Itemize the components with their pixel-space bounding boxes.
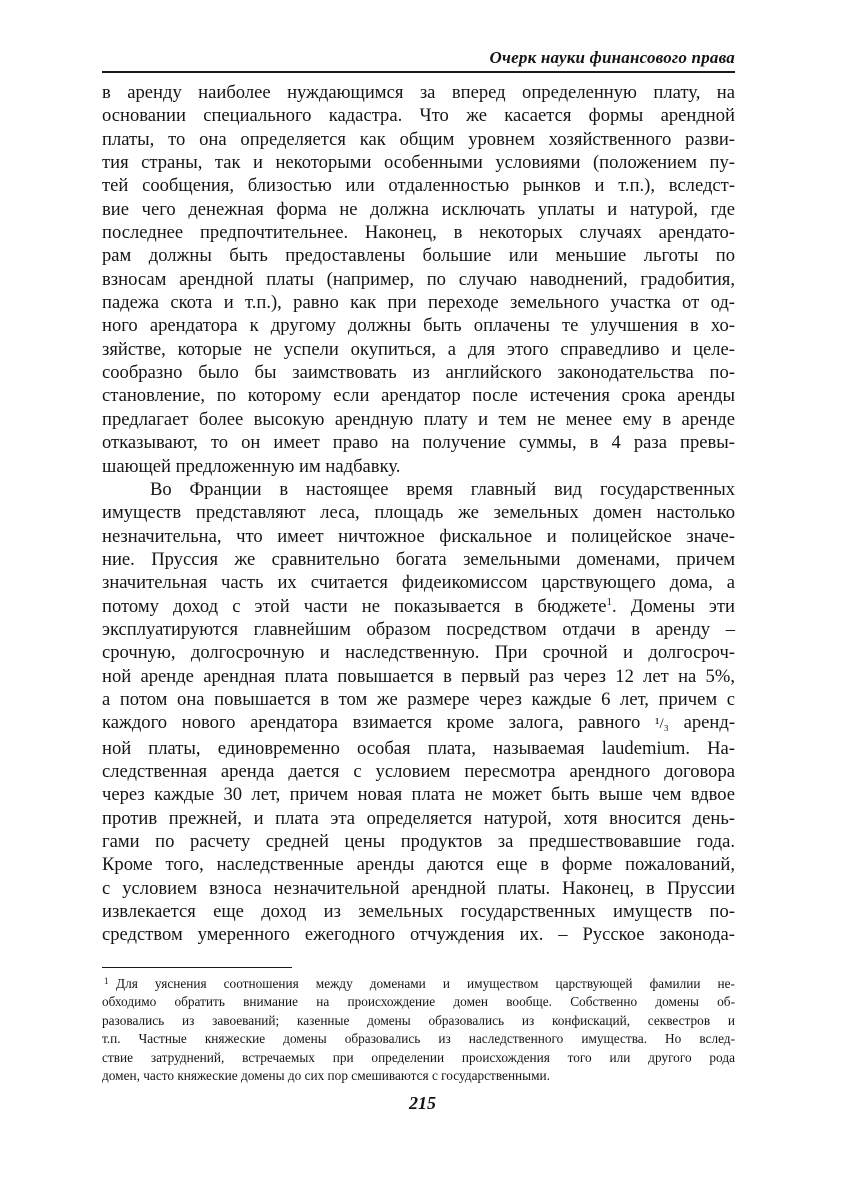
body-text bbox=[102, 81, 735, 947]
text-line-with-fraction bbox=[102, 711, 735, 736]
text-line-with-note bbox=[102, 595, 735, 618]
footnote-line: обходимо обратить внимание на происхождение домен вообще. Собственно домены об- bbox=[102, 994, 735, 1010]
footnote-marker: 1 bbox=[104, 976, 109, 986]
text-line: против прежней, и плата эта определяется натурой, хотя вносится день- bbox=[102, 807, 735, 829]
text-line: основании специального кадастра. Что же касается формы арендной bbox=[102, 105, 735, 127]
footnote-line bbox=[102, 975, 735, 993]
text-line: средством умеренного ежегодного отчуждения их. – Русское законода- bbox=[102, 924, 735, 946]
line-text: каждого нового арендатора взимается кроме залога, равного bbox=[102, 712, 655, 734]
footnote-line-text: Для уяснения соотношения между доменами и имуществом царствующей фамилии не- bbox=[116, 976, 735, 991]
text-line: извлекается еще доход из земельных государственных имуществ по- bbox=[102, 901, 735, 923]
footnote-line: разовались из завоеваний; казенные домены образовались из конфискаций, секвестров и bbox=[102, 1012, 735, 1028]
footnote-line: ствие затруднений, встречаемых при определении происхождения того или другого рода bbox=[102, 1049, 735, 1065]
text-line: следственная аренда дается с условием пересмотра арендного договора bbox=[102, 760, 735, 782]
text-line: с условием взноса незначительной арендной платы. Наконец, в Пруссии bbox=[102, 877, 735, 899]
line-text: потому доход с этой части не показывается в бюджете bbox=[102, 595, 607, 617]
text-line: значительная часть их считается фидеикомиссом царствующего дома, а bbox=[102, 572, 735, 594]
line-text: аренд- bbox=[668, 712, 736, 734]
text-line: ной платы, единовременно особая плата, называемая laudemium. На- bbox=[102, 737, 735, 759]
line-text: . Домены эти bbox=[611, 595, 735, 617]
text-line: эксплуатируются главнейшим образом посредством отдачи в аренду – bbox=[102, 618, 735, 640]
text-line: предлагает более высокую арендную плату и тем не менее ему в аренде bbox=[102, 408, 735, 430]
page-header bbox=[102, 41, 735, 73]
footnote-reference[interactable]: 1 bbox=[606, 595, 612, 608]
footnote bbox=[102, 975, 735, 1085]
text-line: сообразно было бы заимствовать из английского законодательства по- bbox=[102, 362, 735, 384]
text-line: имуществ представляют леса, площадь же земельных домен настолько bbox=[102, 502, 735, 524]
text-line: ной аренде арендная плата повышается в первый раз через 12 лет на 5%, bbox=[102, 665, 735, 687]
text-line: рам должны быть предоставлены большие или меньшие льготы по bbox=[102, 245, 735, 267]
text-line: а потом она повышается в том же размере через каждые 6 лет, причем с bbox=[102, 688, 735, 710]
text-line: зяйстве, которые не успели окупиться, а для этого справедливо и целе- bbox=[102, 338, 735, 360]
text-line: гами по расчету средней цены продуктов за предшествовавшие года. bbox=[102, 831, 735, 852]
text-line: становление, по которому если арендатор после истечения срока аренды bbox=[102, 385, 735, 407]
page-number: 215 bbox=[409, 1093, 436, 1113]
text-line: в аренду наиболее нуждающимся за вперед определенную плату, на bbox=[102, 82, 735, 103]
text-line: падежа скота и т.п.), равно как при переходе земельного участка от од- bbox=[102, 292, 735, 314]
paragraph-1 bbox=[102, 81, 735, 478]
text-line: тей сообщения, близостью или отдаленностью рынков и т.п.), вследст- bbox=[102, 175, 735, 197]
text-line: шающей предложенную им надбавку. bbox=[102, 455, 401, 477]
text-line: отказывают, то он имеет право на получение суммы, в 4 раза превы- bbox=[102, 432, 735, 454]
text-line: ного арендатора к другому должны быть оплачены те улучшения в хо- bbox=[102, 315, 735, 337]
text-line: ние. Пруссия же сравнительно богата земельными доменами, причем bbox=[102, 548, 735, 570]
footnote-separator bbox=[102, 967, 292, 968]
footnote-line: т.п. Частные княжеские домены образовались из наследственного имущества. Но вслед- bbox=[102, 1031, 735, 1047]
paragraph-2 bbox=[102, 478, 735, 947]
text-line: через каждые 30 лет, причем новая плата не может быть выше чем вдвое bbox=[102, 784, 735, 806]
running-title: Очерк науки финансового права bbox=[489, 48, 735, 67]
text-line: вие чего денежная форма не должна исключать уплаты и натурой, где bbox=[102, 198, 735, 220]
fraction: ¹/₃ bbox=[654, 716, 669, 733]
footnote-line: домен, часто княжеские домены до сих пор смешиваются с государственными. bbox=[102, 1068, 550, 1084]
text-line: тия страны, так и некоторыми особенными условиями (положением пу- bbox=[102, 152, 735, 174]
text-line: незначительна, что имеет ничтожное фискальное и полицейское значе- bbox=[102, 525, 735, 547]
text-line: Кроме того, наследственные аренды даются еще в форме пожалований, bbox=[102, 854, 735, 876]
text-line: срочную, долгосрочную и наследственную. При срочной и долгосроч- bbox=[102, 642, 735, 664]
text-line: платы, то она определяется как общим уровнем хозяйственного разви- bbox=[102, 128, 735, 150]
text-line: Во Франции в настоящее время главный вид государственных bbox=[150, 478, 735, 500]
text-line: взносам арендной платы (например, по случаю наводнений, градобития, bbox=[102, 268, 735, 290]
text-line: последнее предпочтительнее. Наконец, в некоторых случаях арендато- bbox=[102, 222, 735, 244]
